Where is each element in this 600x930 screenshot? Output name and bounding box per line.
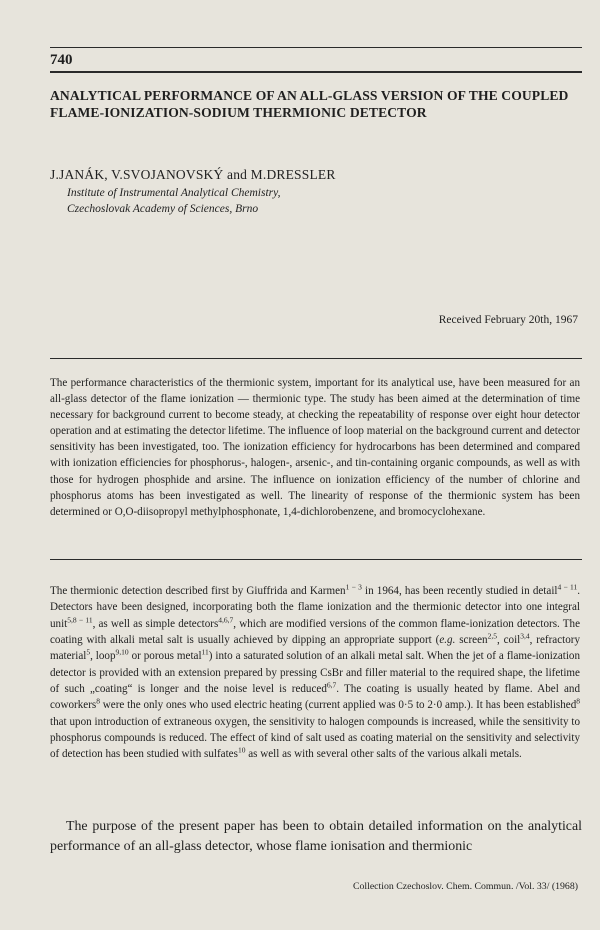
received-date: Received February 20th, 1967 (438, 314, 578, 326)
header-rule-bottom (50, 71, 582, 73)
reference-superscript: 2,5 (487, 631, 497, 641)
page-number: 740 (50, 52, 73, 68)
affiliation-line-2: Czechoslovak Academy of Sciences, Brno (67, 203, 259, 215)
abstract-rule-top (50, 358, 582, 359)
reference-superscript: 10 (237, 745, 246, 755)
reference-superscript: 5 (86, 647, 91, 657)
reference-superscript: 4 − 11 (557, 582, 578, 592)
reference-superscript: 6,7 (326, 680, 337, 690)
abstract-rule-bottom (50, 559, 582, 560)
reference-superscript: 4,6,7 (218, 615, 234, 624)
affiliation (67, 185, 567, 217)
reference-superscript: 5,8 − 11 (67, 615, 93, 624)
intro-paragraph-2: The purpose of the present paper has been to obtain detailed information on the analytical performance of an all-glass detector, whose flame ionisation and thermionic (50, 819, 582, 854)
authors: J.JANÁK, V.SVOJANOVSKÝ and M.DRESSLER (50, 167, 336, 182)
reference-superscript: 9,10 (115, 647, 129, 657)
reference-superscript: 8 (576, 696, 580, 706)
abstract: The performance characteristics of the thermionic system, important for its analytical use, have been measured for an all-glass detector of the flame ionization — thermionic type. The study has been aimed at the determination of time necessary for background current to become steady, at checking the repeatability of response over eight hour detector operation and at estimating the detector lifetime. The influence of loop material on the background current and detector sensitivity has been investigated, too. The ionization efficiency for hydrocarbons has been determined and compared with ionization efficiencies for phosphorus-, halogen-, arsenic-, and tin-containing organic compounds, as well as with those for hydrogen phosphide and arsine. The influence on ionization efficiency of the number of chlorine and phosphorus atoms has been investigated as well. The linearity of response of the thermionic system has been determined or O,O-diisopropyl methylphosphonate, 1,4-dichlorobenzene, and bromocyclohexane. (50, 377, 580, 518)
reference-superscript: 3,4 (520, 631, 530, 641)
header-rule-top (50, 47, 582, 48)
reference-superscript: 1 − 3 (345, 582, 362, 592)
intro-paragraph: The thermionic detection described first by Giuffrida and Karmen$^{1 - 3}$ in 1964, has been recently studied in detail$^{4 - 11}$. Detectors have been designed, incorporating both the flame ionization and the thermionic detector into one integral unit$^{5,8 - 11}$, as well as simple detectors$^{4,6,7}$, which are modified versions of the common flame-ionization detectors. The coating with alkali metal salt is usually achieved by dipping an appropriate support (e.g. screen$^{2,5}$, coil$^{3,4}$, refractory material$^5$, loop$^{9,10}$ or porous metal$^{11}$) into a saturated solution of an alkali metal salt. When the jet of a flame-ionization detector is provided with an extension prepared by pressing CsBr and filler material to the required shape, the lifetime of such „coating“ is longer and the noise level is reduced$^{6,7}$. The coating is usually heated by flame. Abel and coworkers$^8$ were the only ones who used electric heating (current applied was 0·5 to 2·0 amp.). It has been established$^8$ that upon introduction of extraneous oxygen, the sensitivity to halogen compounds is increased, while the sensitivity to phosphorus compounds is reduced. The effect of kind of salt used as coating material on the sensitivity and selectivity of detection has been studied with sulfates$^{10}$ as well as with several other salts of the various alkali metals. (50, 582, 581, 761)
article-title: ANALYTICAL PERFORMANCE OF AN ALL-GLASS VERSION OF THE COUPLED FLAME-IONIZATION-SODIUM THERMIONIC DETECTOR (50, 88, 569, 120)
reference-superscript: 11 (201, 647, 209, 657)
journal-footer: Collection Czechoslov. Chem. Commun. /Vol. 33/ (1968) (352, 881, 578, 892)
affiliation-line-1: Institute of Instrumental Analytical Chemistry, (67, 187, 281, 199)
reference-superscript: 8 (96, 696, 100, 706)
